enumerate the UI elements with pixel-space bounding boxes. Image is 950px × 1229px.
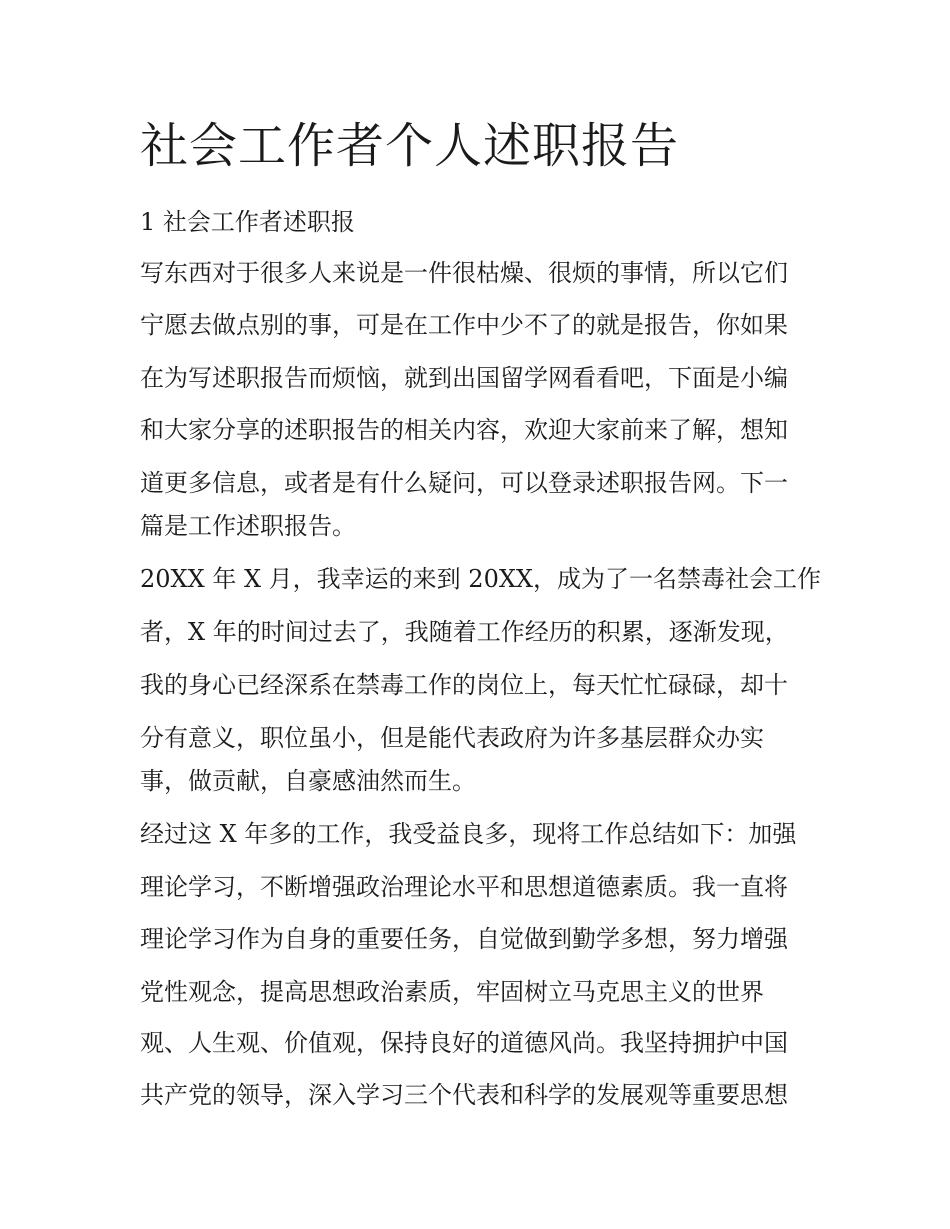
paragraph-1-line-5: 道更多信息，或者是有什么疑问，可以登录述职报告网。下一 (140, 469, 788, 497)
paragraph-3-line-2: 理论学习，不断增强政治理论水平和思想道德素质。我一直将 (140, 873, 788, 901)
paragraph-1-line-2: 宁愿去做点别的事，可是在工作中少不了的就是报告，你如果 (140, 311, 788, 339)
paragraph-3-line-6: 共产党的领导，深入学习三个代表和科学的发展观等重要思想 (140, 1081, 788, 1109)
document-subtitle: 1 社会工作者述职报 (140, 208, 355, 236)
paragraph-1-line-1: 写东西对于很多人来说是一件很枯燥、很烦的事情，所以它们 (140, 259, 788, 287)
paragraph-3-line-3: 理论学习作为自身的重要任务，自觉做到勤学多想，努力增强 (140, 925, 788, 953)
document-title: 社会工作者个人述职报告 (140, 118, 680, 174)
paragraph-2-line-2: 者，X 年的时间过去了，我随着工作经历的积累，逐渐发现， (140, 618, 789, 646)
paragraph-2-line-3: 我的身心已经深系在禁毒工作的岗位上，每天忙忙碌碌，却十 (140, 671, 788, 699)
paragraph-2-line-5: 事，做贡献，自豪感油然而生。 (140, 767, 476, 795)
paragraph-2-line-1: 20XX 年 X 月，我幸运的来到 20XX，成为了一名禁毒社会工作 (140, 565, 822, 593)
paragraph-2-line-4: 分有意义，职位虽小，但是能代表政府为许多基层群众办实 (140, 724, 764, 752)
paragraph-3-line-1: 经过这 X 年多的工作，我受益良多，现将工作总结如下：加强 (140, 820, 797, 848)
paragraph-1-line-6: 篇是工作述职报告。 (140, 512, 356, 540)
paragraph-3-line-5: 观、人生观、价值观，保持良好的道德风尚。我坚持拥护中国 (140, 1029, 788, 1057)
paragraph-1-line-3: 在为写述职报告而烦恼，就到出国留学网看看吧，下面是小编 (140, 364, 788, 392)
paragraph-3-line-4: 党性观念，提高思想政治素质，牢固树立马克思主义的世界 (140, 978, 764, 1006)
paragraph-1-line-4: 和大家分享的述职报告的相关内容，欢迎大家前来了解，想知 (140, 416, 788, 444)
